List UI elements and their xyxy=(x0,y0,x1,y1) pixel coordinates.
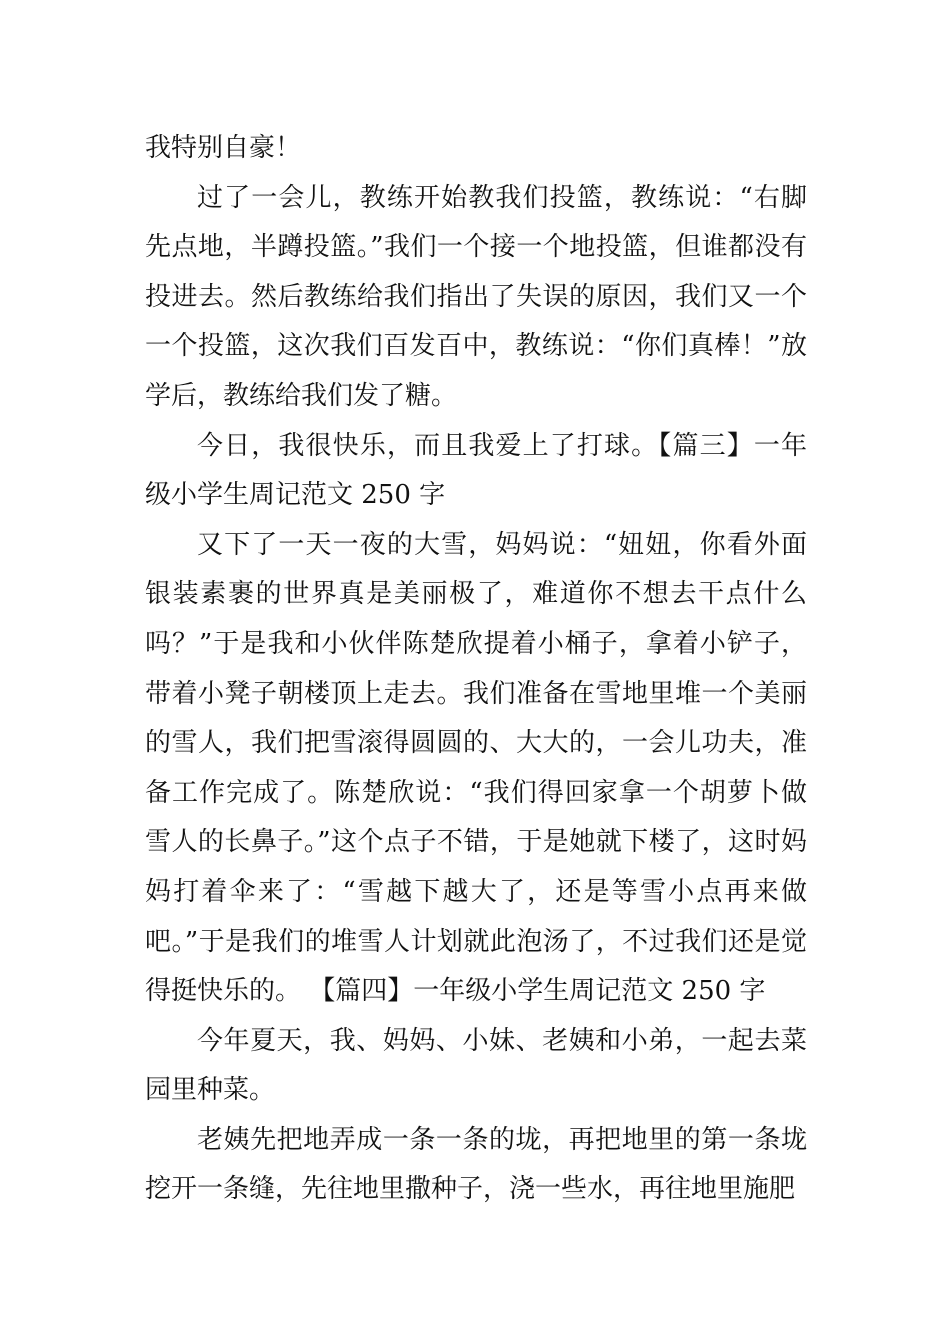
paragraph-5: 今年夏天，我、妈妈、小妹、老姨和小弟，一起去菜园里种菜。 xyxy=(145,1025,807,1106)
essay-body xyxy=(145,124,807,1215)
paragraph-3: 今日，我很快乐，而且我爱上了打球。【篇三】一年级小学生周记范文 250 字 xyxy=(145,430,807,511)
paragraph-6: 老姨先把地弄成一条一条的垅，再把地里的第一条垅挖开一条缝，先往地里撒种子，浇一些水，再往地里施肥 xyxy=(145,1124,807,1205)
paragraph-4: 又下了一天一夜的大雪，妈妈说：“妞妞，你看外面银装素裹的世界真是美丽极了，难道你不想去干点什么吗？”于是我和小伙伴陈楚欣提着小桶子，拿着小铲子，带着小凳子朝楼顶上走去。我们准备在雪地里堆一个美丽的雪人，我们把雪滚得圆圆的、大大的，一会儿功夫，准备工作完成了。陈楚欣说：“我们得回家拿一个胡萝卜做雪人的长鼻子。”这个点子不错，于是她就下楼了，这时妈妈打着伞来了：“雪越下越大了，还是等雪小点再来做吧。”于是我们的堆雪人计划就此泡汤了，不过我们还是觉得挺快乐的。 【篇四】一年级小学生周记范文 250 字 xyxy=(145,529,807,1007)
paragraph-2: 过了一会儿，教练开始教我们投篮，教练说：“右脚先点地，半蹲投篮。”我们一个接一个地投篮，但谁都没有投进去。然后教练给我们指出了失误的原因，我们又一个一个投篮，这次我们百发百中，教练说：“你们真棒！”放学后，教练给我们发了糖。 xyxy=(145,182,807,411)
paragraph-1: 我特别自豪！ xyxy=(145,133,302,163)
